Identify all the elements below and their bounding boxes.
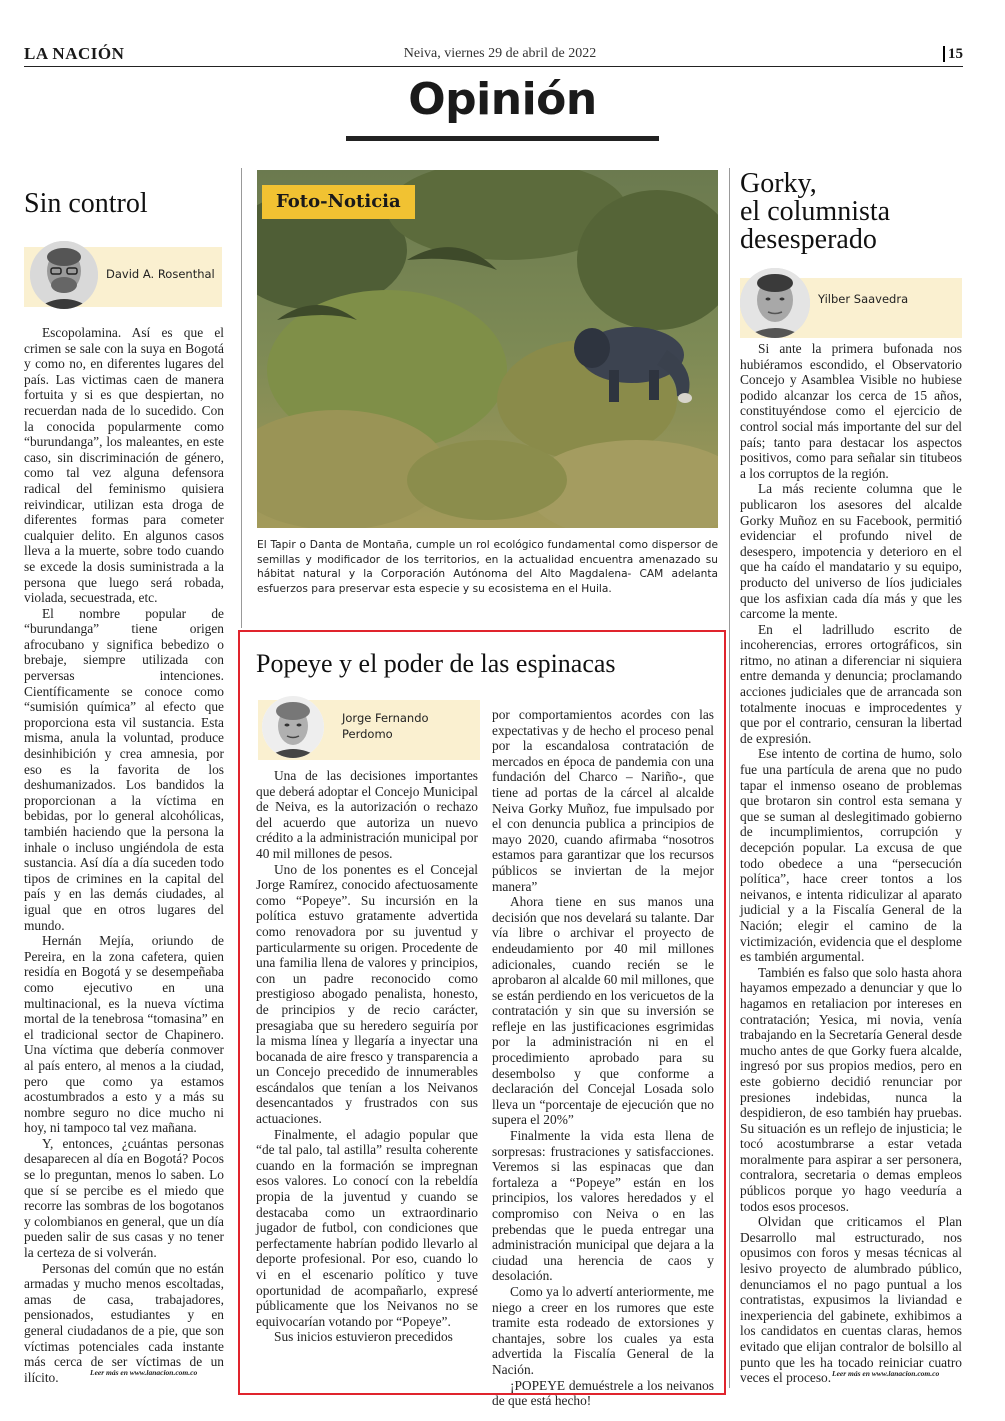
right-paragraph: También es falso que solo hasta ahora hayamos empezado a denunciar y que lo hagamos en retaliacion por intereses en contratación; Yesica, mi novia, venía trabajando en la Secretaría General desde mucho antes de que Gorky fuera alcalde, ingresó por sus propios medios, pero en este gobierno decidió renunciar por presiones indebidas, nunca la despidieron, de eso también hay pruebas. Su situación es un reflejo de injusticia; le tocó acostumbrarse a estar vetada moralmente para aspirar a ser personera, contralora, secretaria o demas empleos públicos porque yo hago veeduría a todos esos procesos. bbox=[740, 964, 962, 1214]
left-paragraph: El nombre popular de “burundanga” tiene origen afrocubano y significa bebedizo o brebaje, siempre utilizada con perversas intenciones. Científicamente se conoce como “sumisión química” al efecto que proporciona esta vil sustancia. Esta misma, anula la voluntad, produce desinhibición y crea amnesia, por eso es la favorita de los deshumanizados. Los bandidos la proporcionan a la víctima en bebidas, por lo general alcohólicas, también haciendo que la persona la inhale o incluso ungiéndola de esta sustancia. Así día a día suceden todo tipos de crimines en la capital del país y en las demás ciudades, al igual que en otros lugares del mundo. bbox=[24, 605, 224, 933]
page-number: 15 bbox=[943, 46, 963, 62]
center-author-name: Jorge Fernando Perdomo bbox=[342, 711, 429, 741]
section-title: Opinión bbox=[408, 74, 597, 125]
right-author-box bbox=[740, 278, 962, 338]
left-paragraph: Escopolamina. Así es que el crimen se sale con la suya en Bogotá y como no, en diferentes lugares del país. Las victimas caen de manera fortuita y si es que despiertan, no recuerdan nada de lo sucedido. Con la conocida popularmente como “burundanga”, los maleantes, en este caso, sin discriminación de género, como tal vez alguna defensora radical del feminismo quisiera reivindicar, utilizan esta droga de diferentes formas para cometer cualquier delito. En algunos casos lleva a la muerte, sobre todo cuando se excede la dosis suministrada a la persona que luego será robada, violada, secuestrada, etc. bbox=[24, 325, 224, 606]
right-paragraph: Ese intento de cortina de humo, solo fue una partícula de arena que no pudo tapar el inmenso oseano de problemas que brotaron sin control esta semana y que se suman al deslegitimado gobierno de incumplimientos, corrupción y decepción popular. La excusa de que todo obedece a una “persecución política”, hace creer tontos a los neivanos, e intenta ridiculizar al aparato judicial y a la Fiscalía General de la Nación; elegir el camino de la victimización, evidencia que el desplome es también argumental. bbox=[740, 746, 962, 965]
column-divider-left bbox=[241, 168, 242, 628]
center-paragraph: Ahora tiene en sus manos una decisión que nos develará su talante. Dar vía libre o archivar el proyecto de endeudamiento por 40 mil millones adicionales, cuando recién se le aprobaron al alcalde 60 mil millones, que se están perdiendo en los vericuetos de la contratación y sin que su inversión se refleje en las justificaciones esgrimidas por la administración ni en el procedimiento aprobado para su desembolso y que conforme a declaración del Concejal Losada solo lleva un “porcentaje de ejecución que no supera el 20%” bbox=[492, 894, 714, 1128]
right-column-title bbox=[740, 170, 965, 254]
center-article-title: Popeye y el poder de las espinacas bbox=[256, 649, 616, 678]
center-article-col1 bbox=[256, 768, 478, 1345]
right-paragraph: Olvidan que criticamos el Plan Desarrollo mal estructurado, nos opusimos con foros y mesas técnicas al lesivo proyecto de alumbrado público, denunciamos el no pago puntual a los contratistas, expusimos la liviandad e inexperiencia del gabinete, exhibimos a los candidatos en cuentas claras, hemos evitado que elijan contralor de bolsillo al punto que les ha tocado reiniciar cuatro veces el proceso. bbox=[740, 1214, 962, 1386]
left-paragraph: Hernán Mejía, oriundo de Pereira, en la zona cafetera, quien residía en Bogotá y se desempeñaba como ejecutivo en una multinacional, es la nueva víctima mortal de la tenebrosa “tomasina” en el tradicional sector de Chapinero. Una víctima que debería conmover al país entero, al menos a la ciudad, pero que como ya estamos acostumbrados a esto y a más su nombre seguro no dice mucho ni hoy, ni tampoco tal vez mañana. bbox=[24, 933, 224, 1136]
right-title-line: el columnista bbox=[740, 196, 891, 227]
right-paragraph: La más reciente columna que le publicaron los asesores del alcalde Gorky Muñoz en su Facebook, permitió evidenciar el profundo nivel de desespero, impotencia y deterioro en el que ha caído el mandatario y su equipo, producto del universo de líos judiciales que los asfixian cada día más y que les carcome la mente. bbox=[740, 481, 962, 622]
photo-caption: El Tapir o Danta de Montaña, cumple un rol ecológico fundamental como dispersor de semillas y modificador de los territorios, en la actualidad encuentra amenazado su hábitat natural y la Corporación Autónoma del Alto Magdalena- CAM adelanta esfuerzos para preservar esta especie y su ecosistema en el Huila. bbox=[257, 539, 718, 595]
center-article-col2 bbox=[492, 707, 714, 1409]
left-author-name: David A. Rosenthal bbox=[106, 267, 215, 281]
right-title-line: Gorky, bbox=[740, 168, 817, 199]
center-paragraph: por comportamientos acordes con las expectativas y de hecho el proceso penal por la escandalosa contratación de mercados en época de pandemia con una fundación del Charco – Nariño-, que tiene ad portas de la cárcel al alcalde Neiva Gorky Muñoz, fue impulsado por el con denuncia publica a principios de mayo 2020, cuando afirmaba “nosotros estamos para garantizar que los recursos públicos se inviertan de la mejor manera” bbox=[492, 707, 714, 894]
center-paragraph: Finalmente la vida esta llena de sorpresas: frustraciones y satisfacciones. Veremos si las espinacas que dan fortaleza a “Popeye” están en los principios, los valores heredados y el compromiso con Neiva o en las prebendas que le pueda entregar una administración municipal que dejara a la ciudad una herencia de caos y desolación. bbox=[492, 1128, 714, 1284]
right-author-name: Yilber Saavedra bbox=[818, 292, 909, 306]
header-rule bbox=[24, 66, 963, 67]
center-paragraph: Sus inicios estuvieron precedidos bbox=[274, 1329, 453, 1345]
center-paragraph: Una de las decisiones importantes que deberá adoptar el Concejo Municipal de Neiva, es la autorización o rechazo del acuerdo que autoriza un nuevo crédito a la administración municipal por 40 mil millones de pesos. bbox=[256, 768, 478, 861]
left-footnote-link[interactable]: Leer más en www.lanacion.com.co bbox=[90, 1368, 198, 1377]
author-photo-perdomo bbox=[262, 696, 324, 758]
left-paragraph: Personas del común que no están armadas y mucho menos escoltadas, amas de casa, trabajadores, pensionados, estudiantes y en general ciudadanos de a pie, que son víctimas potenciales cada instante más cerca de ser víctimas de un ilícito. bbox=[24, 1260, 224, 1385]
right-paragraph: Si ante la primera bufonada nos hubiéramos escondido, el Observatorio Concejo y Asamblea Visible no hubiese podido alcanzar los cerca de 15 años, constituyéndose como el ejercicio de control social más importante del sur del país; tanto para destacar los aspectos positivos, como para señalar sin titubeos a los corruptos de la región. bbox=[740, 341, 962, 481]
section-underline bbox=[346, 136, 659, 141]
center-paragraph: ¡POPEYE demuéstrele a los neivanos de que está hecho! bbox=[492, 1377, 714, 1409]
right-footnote-link[interactable]: Leer más en www.lanacion.com.co bbox=[832, 1369, 940, 1378]
author-photo-saavedra bbox=[740, 268, 810, 338]
left-column-title: Sin control bbox=[24, 188, 148, 219]
center-paragraph: Uno de los ponentes es el Concejal Jorge Ramírez, conocido afectuosamente como “Popeye”. Su incursión en la política estuvo gratamente advertida como renovadora por su juventud y particularmente su origen. Procedente de una familia llena de valores y principios, con un padre reconocido como prestigioso abogado penalista, honesto, de principios y de recio carácter, presagiaba que su heredero seguiría por la misma línea y llegaría a inyectar una bocanada de aire fresco y transparencia a un Concejo precedido de innumerables escándalos que tenían a los Neivanos desencantados y frustrados con sus actuaciones. bbox=[256, 861, 478, 1127]
right-paragraph: En el ladrilludo escrito de incoherencias, errores ortográficos, sin ritmo, no atinan a diferenciar ni siquiera entre demanda y denuncia; proclamando acciones judiciales que de arrancada son totalmente inocuas e improcedentes y que por el contrario, censuran la libertad de expresión. bbox=[740, 621, 962, 746]
column-divider-right bbox=[729, 168, 730, 1388]
center-paragraph: Finalmente, el adagio popular que “de tal palo, tal astilla” resulta coherente cuando en la formación se impregnan esos valores. Lo conocí con la rebeldía propia de la juventud y cuando se destacaba como un extraordinario jugador de futbol, con condiciones que perfectamente habrían podido llevarlo al deporte profesional. Por eso, cuando lo vi en el escenario político y tuve oportunidad de acompañarlo, expresé públicamente que los Neivanos no se equivocarían votando por “Popeye”. bbox=[256, 1126, 478, 1329]
author-photo-rosenthal bbox=[30, 241, 98, 309]
tapir-photo bbox=[257, 170, 718, 528]
left-column-body bbox=[24, 325, 224, 1385]
foto-noticia-label: Foto-Noticia bbox=[262, 185, 415, 219]
left-author-box bbox=[24, 247, 222, 307]
center-author-box bbox=[258, 700, 480, 760]
masthead-logo: LA NACIÓN bbox=[24, 44, 125, 63]
left-paragraph: Y, entonces, ¿cuántas personas desaparecen al día en Bogotá? Pocos se lo preguntan, menos lo saben. Lo que sí se percibe es el miedo que recorre las sombras de los bogotanos y colombianos en general, que un día pueden salir de sus casas y no tener la certeza de si volverán. bbox=[24, 1135, 224, 1261]
right-title-line: desesperado bbox=[740, 224, 877, 255]
dateline: Neiva, viernes 29 de abril de 2022 bbox=[403, 46, 597, 61]
right-column-body bbox=[740, 341, 962, 1386]
center-paragraph: Como ya lo advertí anteriormente, me niego a creer en los rumores que este tramite esta rodeado de extorsiones y chantajes, sobre los cuales ya esta advertida la Fiscalía General de la Nación. bbox=[492, 1283, 714, 1377]
